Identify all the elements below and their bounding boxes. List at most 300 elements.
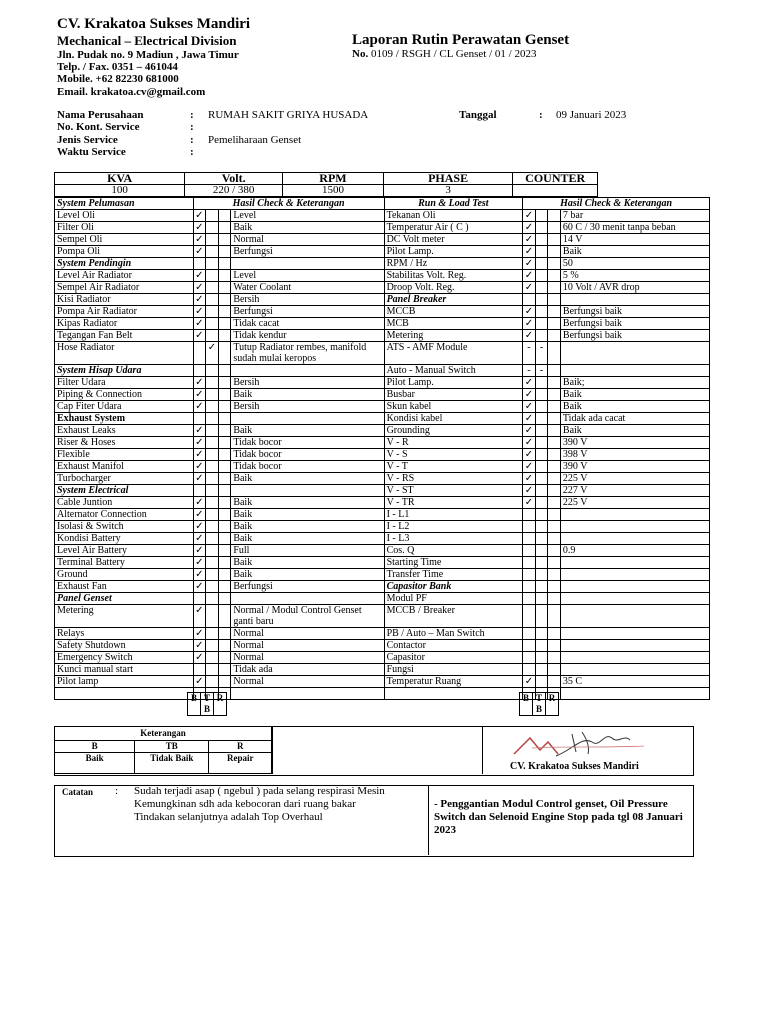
table-row	[55, 222, 710, 234]
right-check-b: ✓	[523, 282, 536, 294]
left-check-tb	[206, 437, 219, 449]
left-item-label: Kunci manual start	[55, 664, 194, 676]
left-item-label: System Pendingin	[55, 258, 194, 270]
left-item-label: Safety Shutdown	[55, 640, 194, 652]
right-check-tb	[535, 222, 548, 234]
right-keterangan	[560, 509, 709, 521]
table-row	[55, 509, 710, 521]
right-check-r	[548, 533, 561, 545]
left-item-label: Kipas Radiator	[55, 318, 194, 330]
spec-value: 100	[55, 185, 185, 197]
right-keterangan	[560, 640, 709, 652]
jenis-value: Pemeliharaan Genset	[208, 134, 302, 146]
left-item-label: Sempel Oli	[55, 234, 194, 246]
right-check-b: ✓	[523, 676, 536, 688]
left-check-r	[218, 258, 231, 270]
left-check-r	[218, 389, 231, 401]
right-keterangan	[560, 569, 709, 581]
left-item-label: Flexible	[55, 449, 194, 461]
right-check-r	[548, 652, 561, 664]
right-check-r	[548, 605, 561, 628]
left-check-tb	[206, 330, 219, 342]
right-item-label: Pilot Lamp.	[384, 377, 523, 389]
right-keterangan	[560, 557, 709, 569]
left-check-b: ✓	[193, 545, 206, 557]
right-keterangan: Berfungsi baik	[560, 306, 709, 318]
left-check-tb	[206, 652, 219, 664]
section-system-pelumasan: System Pelumasan	[55, 198, 194, 210]
table-row	[55, 437, 710, 449]
table-row	[55, 210, 710, 222]
right-check-tb	[535, 664, 548, 676]
right-check-b: ✓	[523, 234, 536, 246]
left-check-tb	[206, 318, 219, 330]
left-item-label: Sempel Air Radiator	[55, 282, 194, 294]
right-check-r	[548, 449, 561, 461]
left-check-b	[193, 342, 206, 365]
divider	[428, 785, 429, 855]
left-item-label: Metering	[55, 605, 194, 628]
left-check-r	[218, 521, 231, 533]
right-check-b	[523, 605, 536, 628]
right-check-r	[548, 485, 561, 497]
right-check-r	[548, 294, 561, 306]
left-check-tb	[206, 413, 219, 425]
left-item-label: Relays	[55, 628, 194, 640]
kont-label: No. Kont. Service	[57, 121, 140, 133]
right-check-r	[548, 640, 561, 652]
right-item-label: DC Volt meter	[384, 234, 523, 246]
left-keterangan: Normal	[231, 652, 384, 664]
left-check-b: ✓	[193, 294, 206, 306]
right-check-r	[548, 664, 561, 676]
right-keterangan: Baik	[560, 401, 709, 413]
right-check-b: ✓	[523, 246, 536, 258]
left-check-b: ✓	[193, 509, 206, 521]
left-check-r	[218, 401, 231, 413]
table-row	[55, 401, 710, 413]
right-item-label: V - T	[384, 461, 523, 473]
right-check-tb	[535, 318, 548, 330]
left-hasil-header: Hasil Check & Keterangan	[193, 198, 384, 210]
left-check-r	[218, 294, 231, 306]
right-check-b: ✓	[523, 401, 536, 413]
colon: :	[190, 146, 194, 158]
left-keterangan: Tutup Radiator rembes, manifold sudah mulai keropos	[231, 342, 384, 365]
right-item-label: MCCB / Breaker	[384, 605, 523, 628]
right-check-b: ✓	[523, 497, 536, 509]
spec-value	[513, 185, 598, 197]
right-check-tb	[535, 413, 548, 425]
left-check-r	[218, 509, 231, 521]
right-check-b: ✓	[523, 222, 536, 234]
left-keterangan: Baik	[231, 389, 384, 401]
right-item-label: Modul PF	[384, 593, 523, 605]
right-keterangan: 390 V	[560, 461, 709, 473]
left-keterangan: Tidak bocor	[231, 449, 384, 461]
btr-tb	[533, 693, 546, 716]
table-row	[55, 473, 710, 485]
left-check-r	[218, 425, 231, 437]
right-item-label: Temperatur Ruang	[384, 676, 523, 688]
left-keterangan: Normal	[231, 628, 384, 640]
left-check-tb	[206, 282, 219, 294]
left-check-b: ✓	[193, 210, 206, 222]
table-row	[55, 569, 710, 581]
left-check-tb	[206, 258, 219, 270]
spec-header: Volt.	[185, 173, 283, 185]
right-check-b	[523, 628, 536, 640]
right-check-r	[548, 258, 561, 270]
right-item-label: Busbar	[384, 389, 523, 401]
left-item-label: Filter Oli	[55, 222, 194, 234]
waktu-label: Waktu Service	[57, 146, 126, 158]
left-check-b	[193, 664, 206, 676]
left-check-tb: ✓	[206, 342, 219, 365]
table-row	[55, 330, 710, 342]
right-item-label: Cos. Q	[384, 545, 523, 557]
left-keterangan: Level	[231, 270, 384, 282]
right-check-tb	[535, 485, 548, 497]
right-item-label	[384, 688, 523, 700]
left-check-r	[218, 234, 231, 246]
right-check-b	[523, 545, 536, 557]
right-check-r	[548, 509, 561, 521]
left-keterangan	[231, 258, 384, 270]
right-keterangan: Baik	[560, 425, 709, 437]
btr-b-letter: B	[535, 704, 542, 714]
catatan-label: Catatan	[62, 787, 93, 797]
left-check-tb	[206, 365, 219, 377]
right-check-r	[548, 425, 561, 437]
left-check-tb	[206, 389, 219, 401]
left-check-b: ✓	[193, 676, 206, 688]
right-check-r	[548, 628, 561, 640]
right-check-r	[548, 246, 561, 258]
right-item-label: Skun kabel	[384, 401, 523, 413]
left-item-label: Cable Juntion	[55, 497, 194, 509]
left-keterangan: Berfungsi	[231, 306, 384, 318]
right-item-label: V - S	[384, 449, 523, 461]
right-check-b: ✓	[523, 270, 536, 282]
colon: :	[190, 121, 194, 133]
left-keterangan: Tidak bocor	[231, 437, 384, 449]
right-check-r	[548, 282, 561, 294]
left-check-tb	[206, 557, 219, 569]
left-check-tb	[206, 664, 219, 676]
btr-b: B	[188, 693, 201, 716]
left-check-r	[218, 593, 231, 605]
btr-b: B	[520, 693, 533, 716]
right-check-r	[548, 222, 561, 234]
left-item-label: Exhaust Leaks	[55, 425, 194, 437]
left-check-b: ✓	[193, 282, 206, 294]
right-check-r	[548, 234, 561, 246]
right-check-tb	[535, 605, 548, 628]
right-keterangan: 225 V	[560, 497, 709, 509]
table-row	[55, 377, 710, 389]
right-check-tb	[535, 437, 548, 449]
table-row	[55, 581, 710, 593]
left-keterangan	[231, 593, 384, 605]
table-row	[55, 306, 710, 318]
left-check-r	[218, 210, 231, 222]
left-item-label	[55, 688, 194, 700]
report-number-label: No.	[352, 48, 369, 60]
left-check-tb	[206, 676, 219, 688]
right-keterangan: 390 V	[560, 437, 709, 449]
right-hasil-header: Hasil Check & Keterangan	[523, 198, 710, 210]
left-check-r	[218, 282, 231, 294]
left-check-r	[218, 246, 231, 258]
right-check-tb	[535, 246, 548, 258]
left-check-b: ✓	[193, 246, 206, 258]
company-address: Jln. Pudak no. 9 Madiun , Jawa Timur	[57, 49, 239, 61]
left-check-b: ✓	[193, 222, 206, 234]
left-item-label: Kondisi Battery	[55, 533, 194, 545]
right-check-r	[548, 497, 561, 509]
specs-table	[54, 172, 598, 197]
ket-meaning: Tidak Baik	[135, 753, 209, 774]
report-number-value: 0109 / RSGH / CL Genset / 01 / 2023	[370, 48, 537, 60]
left-keterangan: Baik	[231, 509, 384, 521]
table-row	[55, 234, 710, 246]
right-check-b	[523, 664, 536, 676]
right-check-r	[548, 377, 561, 389]
left-keterangan: Berfungsi	[231, 246, 384, 258]
right-check-tb	[535, 569, 548, 581]
left-check-r	[218, 413, 231, 425]
left-check-tb	[206, 377, 219, 389]
left-item-label: Turbocharger	[55, 473, 194, 485]
left-check-b: ✓	[193, 270, 206, 282]
right-check-r	[548, 676, 561, 688]
catatan-line: Tindakan selanjutnya adalah Top Overhaul	[134, 811, 323, 823]
left-check-tb	[206, 210, 219, 222]
company-mobile: Mobile. +62 82230 681000	[57, 73, 179, 85]
left-keterangan: Tidak cacat	[231, 318, 384, 330]
right-item-label: Kondisi kabel	[384, 413, 523, 425]
right-check-r	[548, 330, 561, 342]
right-check-tb	[535, 425, 548, 437]
right-check-tb	[535, 533, 548, 545]
left-keterangan: Baik	[231, 521, 384, 533]
right-keterangan	[560, 593, 709, 605]
checklist-table	[54, 197, 710, 700]
left-check-tb	[206, 449, 219, 461]
table-row	[55, 258, 710, 270]
right-keterangan: Baik	[560, 246, 709, 258]
left-keterangan: Level	[231, 210, 384, 222]
left-keterangan: Normal	[231, 676, 384, 688]
left-item-label: Pilot lamp	[55, 676, 194, 688]
right-item-label: Metering	[384, 330, 523, 342]
left-check-tb	[206, 628, 219, 640]
ket-code: R	[209, 741, 272, 753]
btr-legend-left	[187, 692, 227, 716]
left-keterangan: Baik	[231, 569, 384, 581]
left-item-label: Panel Genset	[55, 593, 194, 605]
right-item-label: V - RS	[384, 473, 523, 485]
right-check-b: ✓	[523, 318, 536, 330]
left-check-b: ✓	[193, 605, 206, 628]
right-item-label: RPM / Hz	[384, 258, 523, 270]
left-keterangan	[231, 485, 384, 497]
right-check-b	[523, 557, 536, 569]
left-check-r	[218, 545, 231, 557]
left-item-label: Exhaust System	[55, 413, 194, 425]
left-item-label: Level Air Radiator	[55, 270, 194, 282]
right-item-label: Transfer Time	[384, 569, 523, 581]
left-keterangan: Baik	[231, 425, 384, 437]
left-check-b: ✓	[193, 628, 206, 640]
left-check-r	[218, 485, 231, 497]
left-check-tb	[206, 401, 219, 413]
signature-company: CV. Krakatoa Sukses Mandiri	[510, 761, 639, 772]
right-item-label: PB / Auto – Man Switch	[384, 628, 523, 640]
left-check-b	[193, 413, 206, 425]
left-check-r	[218, 342, 231, 365]
right-check-tb	[535, 377, 548, 389]
right-check-b: ✓	[523, 449, 536, 461]
left-item-label: Pompa Oli	[55, 246, 194, 258]
right-check-b	[523, 652, 536, 664]
right-item-label: V - ST	[384, 485, 523, 497]
left-keterangan: Baik	[231, 497, 384, 509]
left-item-label: Piping & Connection	[55, 389, 194, 401]
left-check-r	[218, 497, 231, 509]
table-row	[55, 282, 710, 294]
right-check-b: ✓	[523, 330, 536, 342]
left-check-tb	[206, 425, 219, 437]
table-row	[55, 318, 710, 330]
right-check-tb	[535, 449, 548, 461]
right-check-tb	[535, 652, 548, 664]
right-check-b: ✓	[523, 258, 536, 270]
left-check-tb	[206, 222, 219, 234]
table-row	[55, 497, 710, 509]
jenis-label: Jenis Service	[57, 134, 118, 146]
left-item-label: Level Air Battery	[55, 545, 194, 557]
left-check-r	[218, 628, 231, 640]
left-item-label: Isolasi & Switch	[55, 521, 194, 533]
left-item-label: Emergency Switch	[55, 652, 194, 664]
right-keterangan: 50	[560, 258, 709, 270]
left-check-r	[218, 473, 231, 485]
spec-header: RPM	[283, 173, 384, 185]
right-check-r	[548, 401, 561, 413]
table-row	[55, 413, 710, 425]
left-check-tb	[206, 246, 219, 258]
left-check-tb	[206, 306, 219, 318]
right-keterangan: 227 V	[560, 485, 709, 497]
left-item-label: Terminal Battery	[55, 557, 194, 569]
table-row	[55, 593, 710, 605]
table-row	[55, 246, 710, 258]
left-check-tb	[206, 569, 219, 581]
left-item-label: Pompa Air Radiator	[55, 306, 194, 318]
right-check-b: ✓	[523, 210, 536, 222]
right-check-tb	[535, 509, 548, 521]
left-check-r	[218, 569, 231, 581]
right-keterangan	[560, 294, 709, 306]
catatan-line: Kemungkinan sdh ada kebocoran dari ruang bakar	[134, 798, 356, 810]
right-item-label: MCCB	[384, 306, 523, 318]
left-item-label: Tegangan Fan Belt	[55, 330, 194, 342]
table-row	[55, 628, 710, 640]
table-row	[55, 425, 710, 437]
right-item-label: Pilot Lamp.	[384, 246, 523, 258]
left-check-b: ✓	[193, 497, 206, 509]
right-check-r	[548, 306, 561, 318]
nama-label: Nama Perusahaan	[57, 109, 144, 121]
right-check-tb	[535, 270, 548, 282]
left-check-tb	[206, 509, 219, 521]
specs-header-row	[55, 173, 598, 185]
left-check-r	[218, 676, 231, 688]
table-row	[55, 557, 710, 569]
right-check-r	[548, 437, 561, 449]
left-keterangan: Berfungsi	[231, 581, 384, 593]
right-check-b: ✓	[523, 389, 536, 401]
left-keterangan: Tidak ada	[231, 664, 384, 676]
btr-t-letter: T	[535, 693, 542, 703]
table-row	[55, 485, 710, 497]
nama-value: RUMAH SAKIT GRIYA HUSADA	[208, 109, 369, 121]
right-check-tb	[535, 676, 548, 688]
keterangan-table	[54, 726, 272, 774]
left-item-label: Cap Fiter Udara	[55, 401, 194, 413]
right-check-r	[548, 413, 561, 425]
ket-code: TB	[135, 741, 209, 753]
report-title: Laporan Rutin Perawatan Genset	[352, 32, 570, 48]
left-check-tb	[206, 533, 219, 545]
left-check-r	[218, 365, 231, 377]
right-check-r	[548, 210, 561, 222]
left-check-b: ✓	[193, 401, 206, 413]
left-item-label: Exhaust Manifol	[55, 461, 194, 473]
left-check-tb	[206, 521, 219, 533]
table-row	[55, 389, 710, 401]
right-keterangan	[560, 688, 709, 700]
right-check-tb	[535, 401, 548, 413]
right-item-label: Capasitor	[384, 652, 523, 664]
right-check-r	[548, 557, 561, 569]
catatan-line: Sudah terjadi asap ( ngebul ) pada selang respirasi Mesin	[134, 785, 385, 797]
left-check-tb	[206, 461, 219, 473]
right-check-tb	[535, 521, 548, 533]
right-check-r	[548, 593, 561, 605]
company-name: CV. Krakatoa Sukses Mandiri	[57, 16, 251, 32]
right-check-tb	[535, 306, 548, 318]
right-check-tb	[535, 581, 548, 593]
left-check-r	[218, 664, 231, 676]
table-row	[55, 449, 710, 461]
left-check-tb	[206, 270, 219, 282]
company-division: Mechanical – Electrical Division	[57, 33, 237, 48]
table-row	[55, 605, 710, 628]
spec-header: COUNTER	[513, 173, 598, 185]
left-check-tb	[206, 485, 219, 497]
left-keterangan: Baik	[231, 533, 384, 545]
left-check-b: ✓	[193, 389, 206, 401]
left-keterangan: Full	[231, 545, 384, 557]
left-check-b: ✓	[193, 234, 206, 246]
right-check-b: ✓	[523, 485, 536, 497]
right-keterangan: Baik	[560, 389, 709, 401]
left-check-r	[218, 533, 231, 545]
left-keterangan: Bersih	[231, 401, 384, 413]
